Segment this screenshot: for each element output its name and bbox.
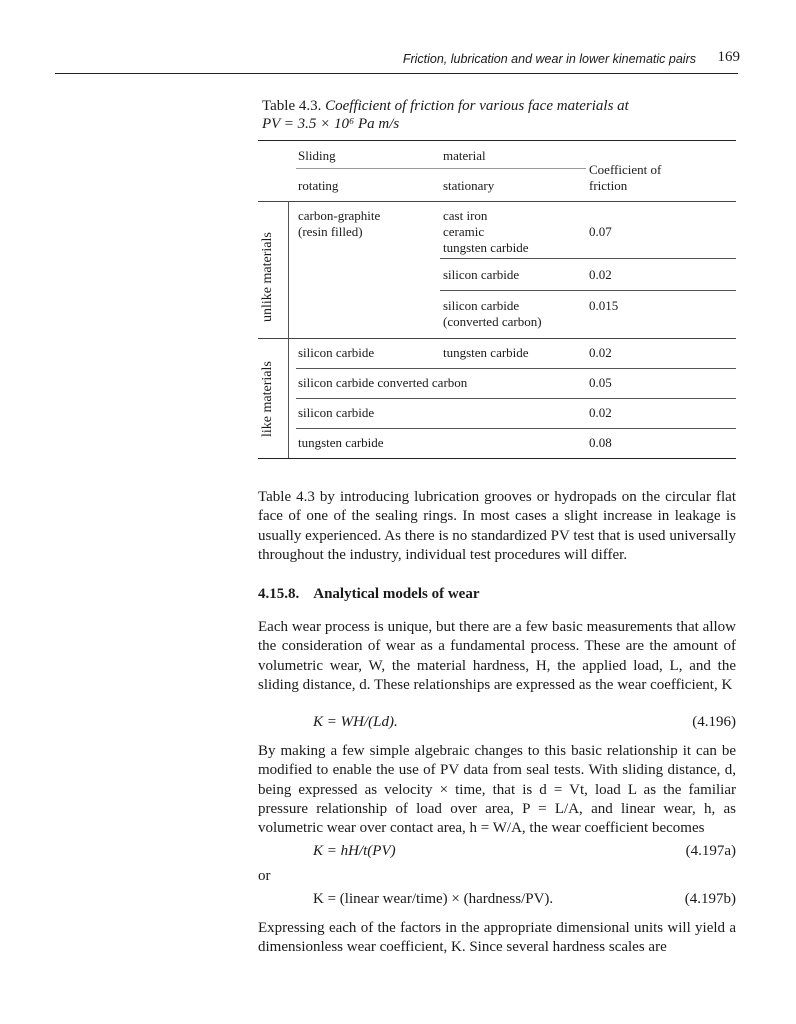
th-material: material (443, 148, 486, 163)
paragraph-2: Each wear process is unique, but there are a few basic measurements that allow the consideration of wear as a fundamental process. These are the amount of volumetric wear, W, the material hardness, H, the applied load, L, and the sliding distance, d. These relationships are expressed as the wear coefficient, K (258, 619, 736, 693)
th-coefficient-1: Coefficient of (589, 162, 662, 177)
section-heading (258, 586, 479, 603)
cell-r3-st-2: (converted carbon) (443, 314, 542, 329)
cell-l1-rot: silicon carbide (298, 345, 375, 360)
row-rule-5 (296, 428, 736, 429)
th-coefficient-2: friction (589, 178, 628, 193)
caption-title-line2: PV = 3.5 × 10⁶ Pa m/s (262, 116, 400, 132)
row-rule-3 (296, 368, 736, 369)
cell-r3-st-1: silicon carbide (443, 298, 520, 313)
running-title: Friction, lubrication and wear in lower kinematic pairs (402, 52, 696, 66)
cell-l4-val: 0.08 (589, 435, 612, 450)
equation-number-4-197a: (4.197a) (685, 843, 736, 859)
paragraph-3: By making a few simple algebraic changes to this basic relationship it can be modified to enable the use of PV data from seal tests. With sliding distance, d, being expressed as velocity × time, that is d = Vt, load L as the familiar pressure relationship of load over area, P = L/A, and linear wear, h, as volumetric wear over contact area, h = W/A, the wear coefficient becomes (258, 743, 736, 837)
table-header-subrule (296, 168, 586, 169)
cell-r2-st: silicon carbide (443, 267, 520, 282)
section-number: 4.15.8. (258, 586, 300, 602)
cell-l3-val: 0.02 (589, 405, 612, 420)
section-title: Analytical models of wear (313, 586, 480, 602)
equation-4-197a: K = hH/t(PV) (313, 843, 396, 859)
cell-r1-val: 0.07 (589, 224, 612, 239)
cell-l1-st: tungsten carbide (443, 345, 529, 360)
paragraph-4: Expressing each of the factors in the appropriate dimensional units will yield a dimensionless wear coefficient, K. Since several hardness scales are (258, 920, 736, 956)
row-rule-4 (296, 398, 736, 399)
page-number: 169 (717, 49, 740, 65)
cell-l1-val: 0.02 (589, 345, 612, 360)
cell-l3-rot: silicon carbide (298, 405, 375, 420)
row-rule-2 (440, 290, 736, 291)
group-divider (288, 201, 289, 458)
cell-r1-st-2: ceramic (443, 224, 485, 239)
group-rule (258, 338, 736, 339)
cell-r1-rot-1: carbon-graphite (298, 208, 381, 223)
group-label-unlike: unlike materials (260, 232, 275, 322)
header-rule (55, 73, 738, 74)
caption-label: Table 4.3. (262, 98, 322, 114)
table-header-rule (258, 201, 736, 202)
cell-l2-val: 0.05 (589, 375, 612, 390)
cell-r1-rot-2: (resin filled) (298, 224, 363, 239)
table-caption (262, 97, 732, 133)
group-label-like: like materials (260, 361, 275, 437)
cell-l4-rot: tungsten carbide (298, 435, 384, 450)
cell-r2-val: 0.02 (589, 267, 612, 282)
equation-number-4-197b: (4.197b) (684, 891, 736, 907)
equation-4-197b: K = (linear wear/time) × (hardness/PV). (313, 891, 554, 907)
or-text: or (258, 868, 271, 884)
cell-r3-val: 0.015 (589, 298, 619, 313)
th-sliding: Sliding (298, 148, 336, 163)
paragraph-1: Table 4.3 by introducing lubrication grooves or hydropads on the circular flat face of one of the sealing rings. In most cases a slight increase in leakage is usually experienced. As there is no standardized PV test that is used universally throughout the industry, individual test procedures will differ. (258, 489, 736, 563)
row-rule-1 (440, 258, 736, 259)
table-top-rule (258, 140, 736, 141)
cell-r1-st-1: cast iron (443, 208, 488, 223)
cell-r1-st-3: tungsten carbide (443, 240, 529, 255)
th-rotating: rotating (298, 178, 339, 193)
cell-l2-rot: silicon carbide converted carbon (298, 375, 468, 390)
equation-4-196: K = WH/(Ld). (313, 714, 398, 730)
th-stationary: stationary (443, 178, 495, 193)
table-bottom-rule (258, 458, 736, 459)
equation-number-4-196: (4.196) (692, 714, 736, 730)
caption-title: Coefficient of friction for various face materials at (325, 98, 629, 114)
